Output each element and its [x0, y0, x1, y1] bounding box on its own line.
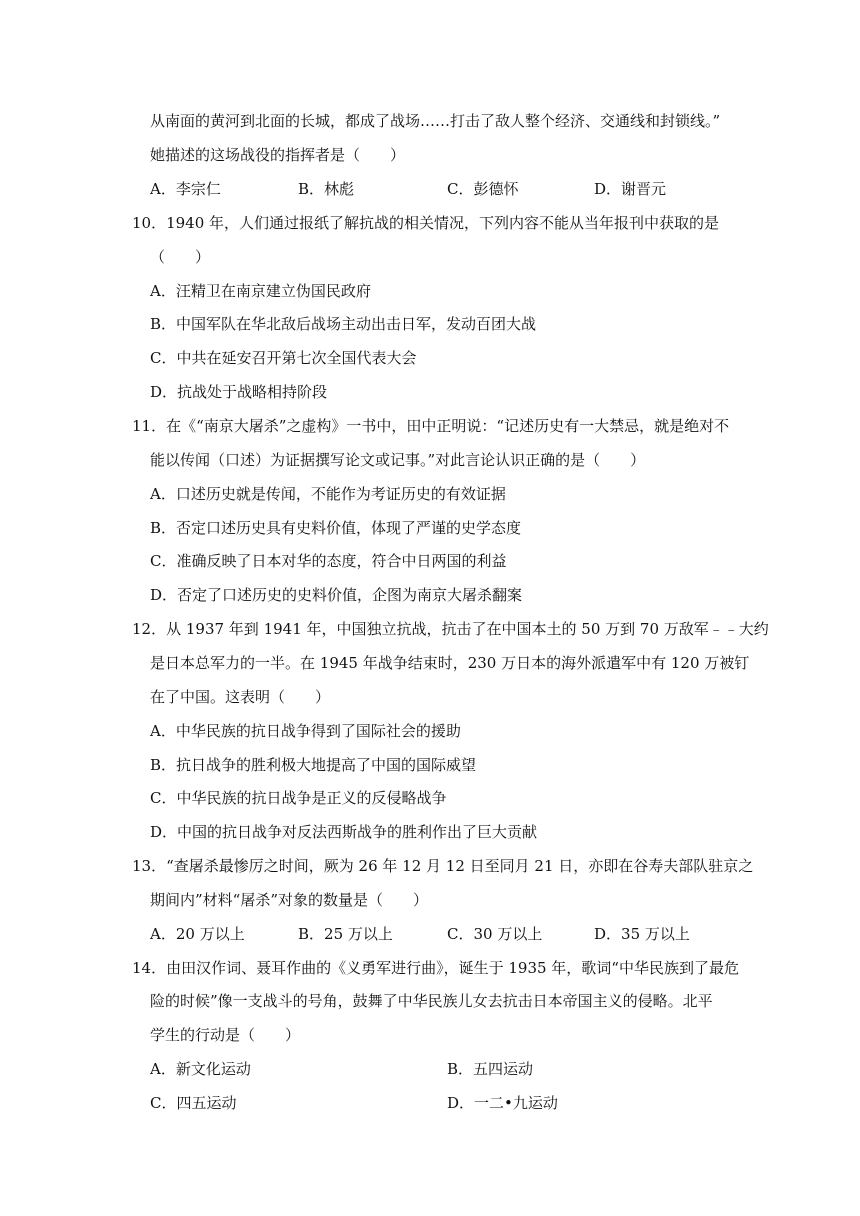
q11-text-line-1: 11．在《“南京大屠杀”之虚构》一书中，田中正明说：“记述历史有一大禁忌，就是绝对不: [132, 417, 730, 435]
q14-text-line-3: 学生的行动是（ ）: [150, 1026, 301, 1044]
q10-text-line-2: （ ）: [150, 248, 211, 266]
q9-option-a: A．李宗仁: [150, 180, 221, 198]
q14-option-b: B．五四运动: [447, 1060, 534, 1078]
q13-option-a: A．20 万以上: [150, 925, 245, 943]
q9-option-c: C．彭德怀: [447, 180, 519, 198]
q10-option-b: B．中国军队在华北敌后战场主动出击日军，发动百团大战: [150, 315, 537, 333]
q11-option-c: C．准确反映了日本对华的态度，符合中日两国的利益: [150, 552, 507, 570]
q11-text-line-2: 能以传闻（口述）为证据撰写论文或记事。”对此言论认识正确的是（ ）: [150, 451, 646, 469]
q10-option-c: C．中共在延安召开第七次全国代表大会: [150, 349, 417, 367]
q11-option-b: B．否定口述历史具有史料价值，体现了严谨的史学态度: [150, 519, 522, 537]
q12-text-line-2: 是日本总军力的一半。在 1945 年战争结束时，230 万日本的海外派遣军中有 120 万被钉: [150, 654, 750, 672]
q9-option-b: B．林彪: [298, 180, 355, 198]
q12-option-c: C．中华民族的抗日战争是正义的反侵略战争: [150, 789, 447, 807]
q14-text-line-1: 14．由田汉作词、聂耳作曲的《义勇军进行曲》，诞生于 1935 年，歌词“中华民族到了最危: [132, 959, 739, 977]
q14-text-line-2: 险的时候”像一支战斗的号角，鼓舞了中华民族儿女去抗击日本帝国主义的侵略。北平: [150, 992, 713, 1010]
q11-option-a: A．口述历史就是传闻，不能作为考证历史的有效证据: [150, 485, 506, 503]
q10-text-line-1: 10．1940 年，人们通过报纸了解抗战的相关情况，下列内容不能从当年报刊中获取的是: [132, 214, 720, 232]
q13-option-c: C．30 万以上: [447, 925, 543, 943]
q13-option-d: D．35 万以上: [594, 925, 690, 943]
q13-option-b: B．25 万以上: [298, 925, 393, 943]
q9-text-line-2: 她描述的这场战役的指挥者是（ ）: [150, 146, 406, 164]
q13-text-line-2: 期间内”材料“屠杀”对象的数量是（ ）: [150, 891, 429, 909]
q12-option-b: B．抗日战争的胜利极大地提高了中国的国际威望: [150, 756, 477, 774]
q9-option-d: D．谢晋元: [594, 180, 667, 198]
q11-option-d: D．否定了口述历史的史料价值，企图为南京大屠杀翻案: [150, 586, 523, 604]
q12-option-d: D．中国的抗日战争对反法西斯战争的胜利作出了巨大贡献: [150, 823, 538, 841]
q12-option-a: A．中华民族的抗日战争得到了国际社会的援助: [150, 722, 461, 740]
q13-text-line-1: 13．“查屠杀最惨厉之时间，厥为 26 年 12 月 12 日至同月 21 日，亦即在谷寿夫部队驻京之: [132, 857, 754, 875]
q12-text-line-3: 在了中国。这表明（ ）: [150, 688, 331, 706]
q10-option-a: A．汪精卫在南京建立伪国民政府: [150, 282, 371, 300]
q9-text-line-1: 从南面的黄河到北面的长城，都成了战场……打击了敌人整个经济、交通线和封锁线。”: [150, 112, 721, 130]
q12-text-line-1: 12．从 1937 年到 1941 年，中国独立抗战，抗击了在中国本土的 50 万到 70 万敌军﹣﹣大约: [132, 620, 769, 638]
q14-option-c: C．四五运动: [150, 1094, 237, 1112]
q14-option-d: D．一二•九运动: [447, 1094, 558, 1112]
q10-option-d: D．抗战处于战略相持阶段: [150, 383, 328, 401]
q14-option-a: A．新文化运动: [150, 1060, 251, 1078]
